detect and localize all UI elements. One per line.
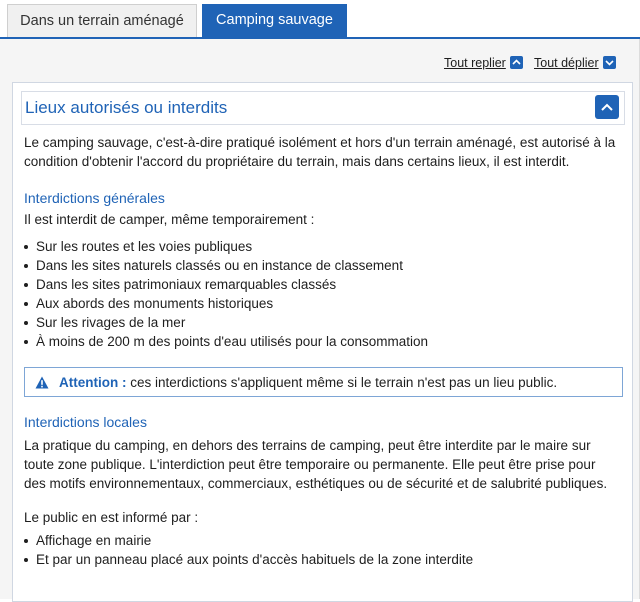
tab-terrain-amenage[interactable]: Dans un terrain aménagé (7, 4, 197, 37)
local-paragraph-line-3: des motifs environnementaux, commerciaux, esthétiques ou de sécurité et de salubrité publiques. (24, 476, 608, 491)
list-item: À moins de 200 m des points d'eau utilisés pour la consommation (24, 332, 428, 351)
local-lead: Le public en est informé par : (24, 510, 199, 525)
tab-bar (0, 0, 640, 38)
accordion-toolbar (444, 56, 634, 74)
list-item: Dans les sites patrimoniaux remarquables classés (24, 275, 428, 294)
general-list (24, 237, 428, 351)
local-paragraph-line-1: La pratique du camping, en dehors des terrains de camping, peut être interdite par le maire sur (24, 438, 591, 453)
list-item: Sur les routes et les voies publiques (24, 237, 428, 256)
list-item: Dans les sites naturels classés ou en instance de classement (24, 256, 428, 275)
tab-camping-sauvage[interactable]: Camping sauvage (202, 4, 347, 37)
collapse-all-label: Tout replier (444, 56, 506, 70)
list-item: Sur les rivages de la mer (24, 313, 428, 332)
alert-text (59, 375, 557, 390)
chevron-down-icon (603, 56, 616, 69)
alert-label: Attention : (59, 375, 127, 390)
list-item: Et par un panneau placé aux points d'accès habituels de la zone interdite (24, 550, 473, 569)
collapse-section-button[interactable] (595, 95, 619, 119)
general-lead: Il est interdit de camper, même temporairement : (24, 212, 315, 227)
accordion-header[interactable] (21, 91, 625, 125)
warning-icon (35, 376, 49, 389)
alert-message: ces interdictions s'appliquent même si le terrain n'est pas un lieu public. (126, 375, 558, 390)
attention-alert (24, 367, 623, 397)
chevron-up-icon (510, 56, 523, 69)
intro-line-2: condition d'obtenir l'accord du propriétaire du terrain, mais dans certains lieux, il est interdit. (24, 154, 570, 169)
list-item: Aux abords des monuments historiques (24, 294, 428, 313)
collapse-all-button[interactable] (444, 56, 523, 70)
local-paragraph-line-2: toute zone publique. L'interdiction peut être temporaire ou permanente. Elle peut être prise pour (24, 457, 596, 472)
chevron-up-icon (600, 101, 614, 113)
general-heading: Interdictions générales (24, 190, 165, 206)
local-list (24, 531, 473, 569)
section-title: Lieux autorisés ou interdits (25, 98, 228, 117)
intro-line-1: Le camping sauvage, c'est-à-dire pratiqué isolément et hors d'un terrain aménagé, est autorisé à la (24, 135, 616, 150)
list-item: Affichage en mairie (24, 531, 473, 550)
expand-all-button[interactable] (534, 56, 616, 70)
expand-all-label: Tout déplier (534, 56, 599, 70)
local-heading: Interdictions locales (24, 414, 147, 430)
